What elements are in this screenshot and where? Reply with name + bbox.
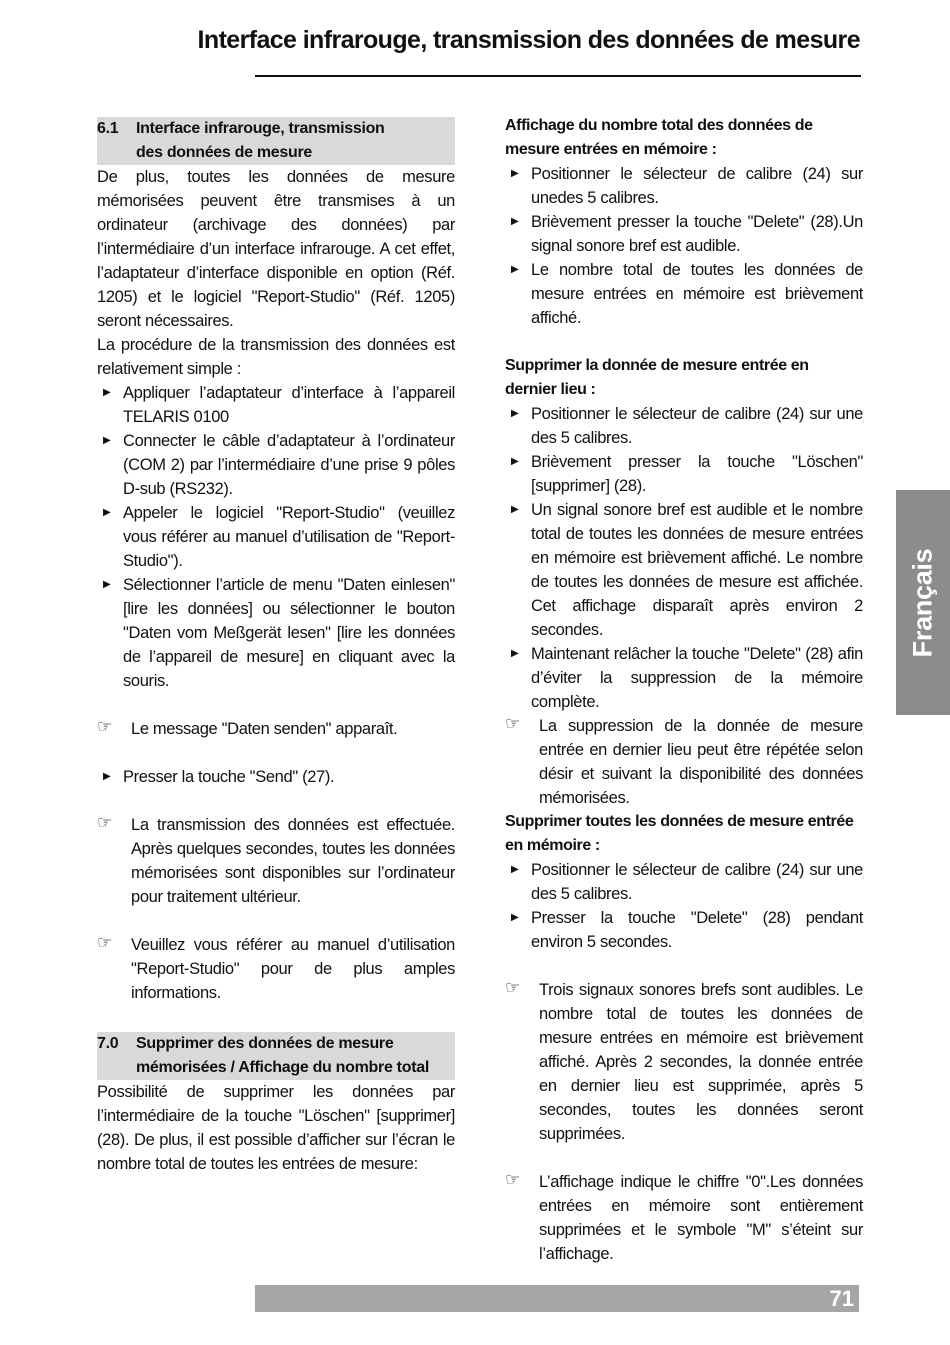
- right-column: [505, 114, 863, 1266]
- section-title-line: mémorisées / Affichage du nombre total: [136, 1059, 429, 1076]
- triangle-bullet-icon: ▶: [511, 216, 519, 227]
- language-label: Français: [907, 548, 938, 657]
- pointing-hand-icon: ☞: [505, 978, 520, 997]
- section-number: 6.1: [97, 120, 119, 137]
- list-item: ▶ Maintenant relâcher la touche "Delete" (28) afin d’éviter la suppression de la mémoire complète.: [505, 642, 863, 714]
- triangle-bullet-icon: ▶: [511, 864, 519, 875]
- paragraph: De plus, toutes les données de mesure mémorisées peuvent être transmises à un ordinateur (archivage des données) par l’intermédiaire d’un interface infrarouge. A cet effet, l’adaptateur d’interface disponible en option (Réf. 1205) et le logiciel "Report-Studio" (Réf. 1205) seront nécessaires.: [97, 168, 455, 330]
- subheading: Supprimer la donnée de mesure entrée en dernier lieu :: [505, 357, 809, 398]
- section-7-0-heading: [97, 1032, 455, 1080]
- pointing-hand-icon: ☞: [505, 714, 520, 733]
- paragraph: Possibilité de supprimer les données par l’intermédiaire de la touche "Löschen" [supprimer] (28). De plus, il est possible d’afficher sur l’écran le nombre total de toutes les entrées de mesure:: [97, 1083, 455, 1173]
- triangle-bullet-icon: ▶: [511, 504, 519, 515]
- list-item: ▶ Presser la touche "Delete" (28) pendant environ 5 secondes.: [505, 906, 863, 954]
- list-item: ▶ Brièvement presser la touche "Löschen" [supprimer] (28).: [505, 450, 863, 498]
- section-title-line: Supprimer des données de mesure: [136, 1035, 394, 1052]
- section-title-line: Interface infrarouge, transmission: [136, 120, 385, 137]
- triangle-bullet-icon: ▶: [103, 507, 111, 518]
- list-item: ▶ Positionner le sélecteur de calibre (24) sur une des 5 calibres.: [505, 402, 863, 450]
- triangle-bullet-icon: ▶: [511, 648, 519, 659]
- list-item: ▶ Sélectionner l’article de menu "Daten einlesen" [lire les données] ou sélectionner le bouton "Daten vom Meßgerät lesen" [lire les données de l’appareil de mesure] en cliquant avec la souris.: [97, 573, 455, 693]
- pointing-hand-icon: ☞: [97, 717, 112, 736]
- list-item: ▶ Le nombre total de toutes les données de mesure entrées en mémoire est brièvement affiché.: [505, 258, 863, 330]
- triangle-bullet-icon: ▶: [511, 408, 519, 419]
- note: ☞ Trois signaux sonores brefs sont audibles. Le nombre total de toutes les données de mesure entrées en mémoire est brièvement affiché. Après 2 secondes, la donnée entrée en dernier lieu est supprimée, après 5 secondes, toutes les données seront supprimées.: [505, 978, 863, 1146]
- list-item: ▶ Positionner le sélecteur de calibre (24) sur unedes 5 calibres.: [505, 162, 863, 210]
- page-number: 71: [829, 1286, 854, 1311]
- note: ☞ La transmission des données est effectuée. Après quelques secondes, toutes les données mémorisées sont disponibles sur l’ordinateur pour traitement ultérieur.: [97, 813, 455, 909]
- subheading: Supprimer toutes les données de mesure entrée en mémoire :: [505, 813, 854, 854]
- language-side-tab: [896, 490, 950, 715]
- list-item: ▶ Presser la touche "Send" (27).: [97, 765, 455, 789]
- section-number: 7.0: [97, 1035, 119, 1052]
- list-item: ▶ Appeler le logiciel "Report-Studio" (veuillez vous référer au manuel d’utilisation de "Report-Studio").: [97, 501, 455, 573]
- pointing-hand-icon: ☞: [505, 1170, 520, 1189]
- triangle-bullet-icon: ▶: [511, 264, 519, 275]
- pointing-hand-icon: ☞: [97, 813, 112, 832]
- pointing-hand-icon: ☞: [97, 933, 112, 952]
- list-item: ▶ Brièvement presser la touche "Delete" (28).Un signal sonore bref est audible.: [505, 210, 863, 258]
- section-title-line: des données de mesure: [136, 144, 312, 161]
- list-item: ▶ Appliquer l’adaptateur d’interface à l’appareil TELARIS 0100: [97, 381, 455, 429]
- page-title: Interface infrarouge, transmission des données de mesure: [197, 26, 860, 54]
- triangle-bullet-icon: ▶: [511, 912, 519, 923]
- note: ☞ Le message "Daten senden" apparaît.: [97, 717, 455, 741]
- note: ☞ La suppression de la donnée de mesure entrée en dernier lieu peut être répétée selon désir et suivant la disponibilité des données mémorisées.: [505, 714, 863, 810]
- note: ☞ Veuillez vous référer au manuel d’utilisation "Report-Studio" pour de plus amples informations.: [97, 933, 455, 1005]
- list-item: ▶ Positionner le sélecteur de calibre (24) sur une des 5 calibres.: [505, 858, 863, 906]
- title-rule: [255, 75, 861, 77]
- triangle-bullet-icon: ▶: [103, 435, 111, 446]
- triangle-bullet-icon: ▶: [103, 579, 111, 590]
- list-item: ▶ Un signal sonore bref est audible et le nombre total de toutes les données de mesure entrées en mémoire est brièvement affiché. Le nombre de toutes les données de mesure est affichée. Cet affichage disparaît après environ 2 secondes.: [505, 498, 863, 642]
- list-item: ▶ Connecter le câble d’adaptateur à l’ordinateur (COM 2) par l’intermédiaire d’une prise 9 pôles D-sub (RS232).: [97, 429, 455, 501]
- section-6-1-heading: [97, 117, 455, 165]
- triangle-bullet-icon: ▶: [511, 456, 519, 467]
- footer-bar: [255, 1285, 859, 1312]
- subheading: Affichage du nombre total des données de mesure entrées en mémoire :: [505, 117, 813, 158]
- triangle-bullet-icon: ▶: [103, 387, 111, 398]
- triangle-bullet-icon: ▶: [511, 168, 519, 179]
- triangle-bullet-icon: ▶: [103, 771, 111, 782]
- paragraph: La procédure de la transmission des données est relativement simple :: [97, 336, 455, 378]
- left-column: [97, 114, 455, 1176]
- note: ☞ L’affichage indique le chiffre "0".Les données entrées en mémoire sont entièrement supprimées et le symbole "M" s’éteint sur l’affichage.: [505, 1170, 863, 1266]
